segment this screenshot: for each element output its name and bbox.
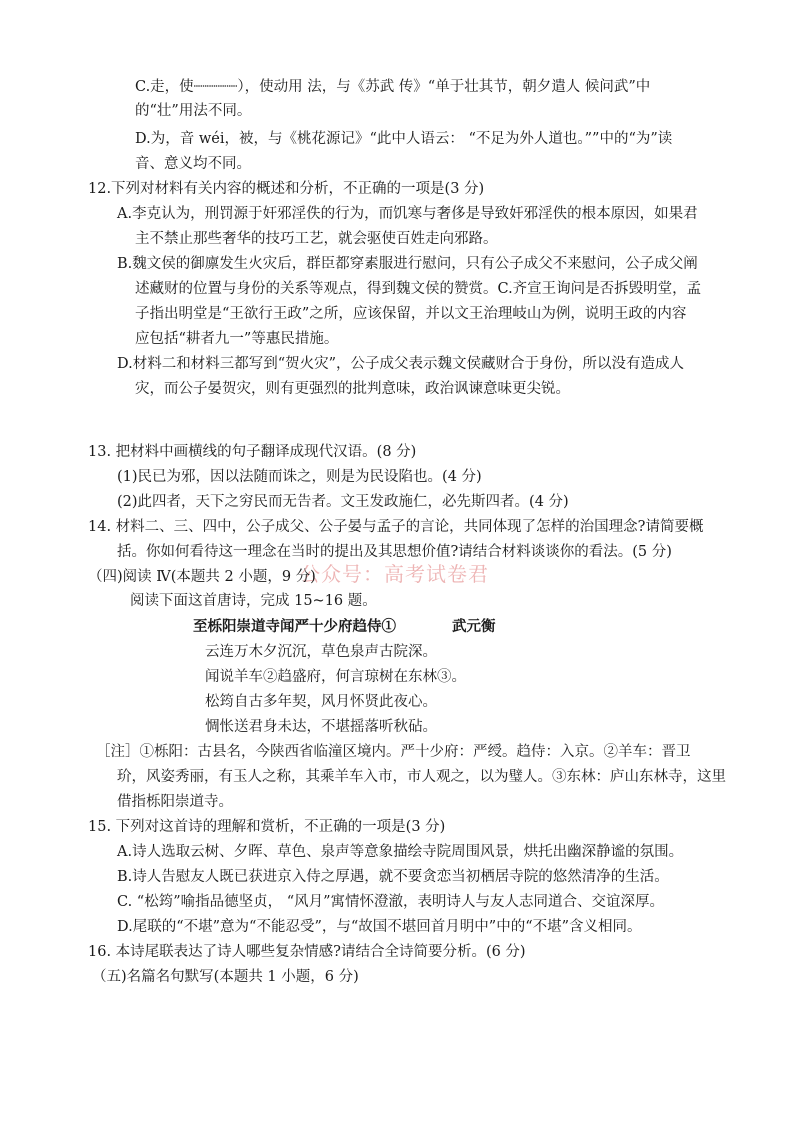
q15-option-c: C. “松筠”喻指品德坚贞， “风月”寓情怀澄澈，表明诗人与友人志同道合、交谊深厚。 bbox=[117, 894, 665, 910]
q12-option-a-line1: A.李克认为，刑罚源于奸邪淫佚的行为，而饥寒与奢侈是导致奸邪淫佚的根本原因，如果君 bbox=[117, 206, 698, 222]
question-14-line2: 括。你如何看待这一理念在当时的提出及其思想价值?请结合材料谈谈你的看法。(5 分) bbox=[117, 544, 672, 560]
poem-line-3: 松筠自古多年契，风月怀贤此夜心。 bbox=[205, 694, 437, 710]
q15-option-a: A.诗人选取云树、夕晖、草色、泉声等意象描绘寺院周围风景，烘托出幽深静谧的氛围。 bbox=[117, 844, 684, 860]
question-13: 13. 把材料中画横线的句子翻译成现代汉语。(8 分) bbox=[88, 444, 417, 460]
q15-option-d: D.尾联的“不堪”意为“不能忍受”，与“故国不堪回首月明中”中的“不堪”含义相同。 bbox=[117, 919, 642, 935]
question-14-line1: 14. 材料二、三、四中，公子成父、公子晏与孟子的言论，共同体现了怎样的治国理念?请简要概 bbox=[88, 519, 704, 535]
watermark: 公众号：高考试卷君 bbox=[300, 562, 489, 586]
q12-option-a-line2: 主不禁止那些奢华的技巧工艺，就会驱使百姓走向邪路。 bbox=[135, 231, 498, 247]
q13-item-1: (1)民已为邪，因以法随而诛之，则是为民设陷也。(4 分) bbox=[117, 469, 482, 485]
poem-note-line3: 借指栎阳崇道寺。 bbox=[117, 794, 233, 810]
poem-line-2: 闻说羊车②趋盛府，何言琼树在东林③。 bbox=[205, 669, 466, 685]
poem-title: 至栎阳崇道寺闻严十少府趋侍① bbox=[193, 618, 396, 635]
poem-line-1: 云连万木夕沉沉，草色泉声古院深。 bbox=[205, 644, 437, 660]
q12-option-b-line1: B.魏文侯的御廪发生火灾后，群臣都穿素服进行慰问，只有公子成父不来慰问，公子成父阐 bbox=[117, 256, 698, 272]
option-d-line2: 音、意义均不同。 bbox=[135, 156, 251, 172]
poem-author: 武元衡 bbox=[452, 618, 496, 635]
section-5-heading: （五)名篇名句默写(本题共 1 小题，6 分) bbox=[92, 969, 359, 985]
q12-option-b-line2: 述藏财的位置与身份的关系等观点，得到魏文侯的赞赏。C.齐宣王询问是否拆毁明堂，孟 bbox=[135, 281, 702, 297]
question-12: 12.下列对材料有关内容的概述和分析，不正确的一项是(3 分) bbox=[88, 181, 485, 197]
section-4-heading: （四)阅读 Ⅳ(本题共 2 小题，9 分) bbox=[88, 569, 316, 585]
q12-option-b-line3: 子指出明堂是“王欲行王政”之所，应该保留，并以文王治理岐山为例，说明王政的内容 bbox=[135, 306, 687, 322]
option-c-line2: 的“壮”用法不同。 bbox=[135, 103, 252, 119]
poem-note-line2: 玠，风姿秀丽，有玉人之称，其乘羊车入市，市人观之，以为璧人。③东林：庐山东林寺，这里 bbox=[117, 769, 726, 785]
poem-line-4: 惆怅送君身未达，不堪摇落听秋砧。 bbox=[205, 719, 437, 735]
option-d-line1: D.为，音 wéi，被，与《桃花源记》“此中人语云： “不足为外人道也。””中的“为”读 bbox=[135, 131, 673, 147]
section-4-instruction: 阅读下面这首唐诗，完成 15~16 题。 bbox=[130, 593, 377, 609]
q12-option-b-line4: 应包括“耕者九一”等惠民措施。 bbox=[135, 331, 339, 347]
q12-option-d-line2: 灾，而公子晏贺灾，则有更强烈的批判意味，政治讽谏意味更尖锐。 bbox=[135, 381, 570, 397]
question-15: 15. 下列对这首诗的理解和赏析，不正确的一项是(3 分) bbox=[88, 819, 446, 835]
option-c-line1: C.走，使┈┈┈┈┈），使动用 法，与《苏武 传》“单于壮其节，朝夕遣人 候问武”中 bbox=[135, 79, 651, 95]
poem-note-line1: ［注］①栎阳：古县名，今陕西省临潼区境内。严十少府：严绶。趋侍：入京。②羊车：晋卫 bbox=[96, 744, 691, 760]
q13-item-2: (2)此四者，天下之穷民而无告者。文王发政施仁，必先斯四者。(4 分) bbox=[117, 494, 569, 510]
question-16: 16. 本诗尾联表达了诗人哪些复杂情感?请结合全诗简要分析。(6 分) bbox=[88, 944, 526, 960]
q15-option-b: B.诗人告慰友人既已获进京入侍之厚遇，就不要贪恋当初栖居寺院的悠然清净的生活。 bbox=[117, 869, 669, 885]
q12-option-d-line1: D.材料二和材料三都写到“贺火灾”，公子成父表示魏文侯藏财合于身份，所以没有造成人 bbox=[117, 356, 685, 372]
